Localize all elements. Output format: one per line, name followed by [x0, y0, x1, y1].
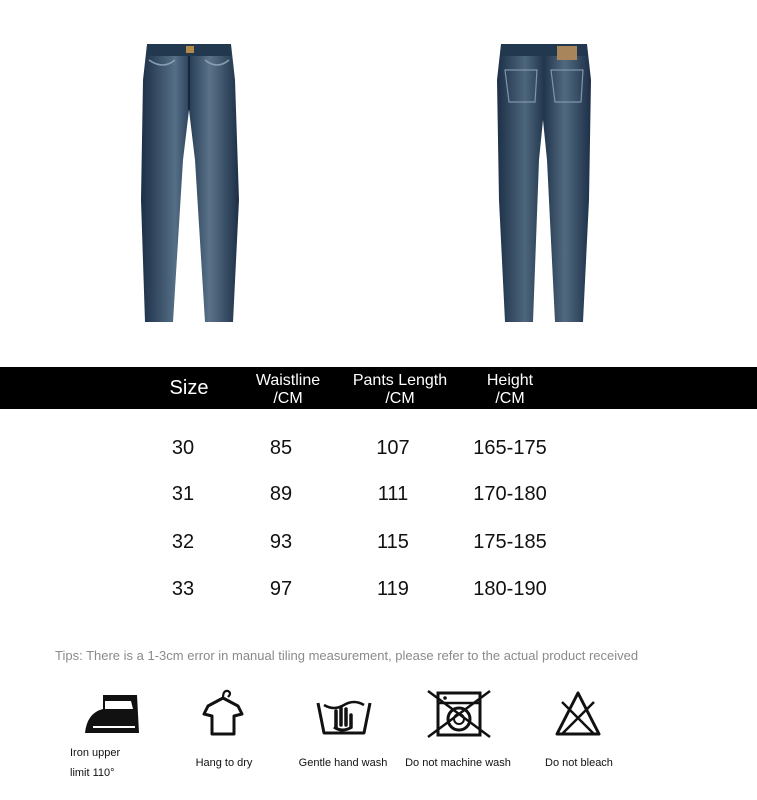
cell-waistline: 89: [269, 483, 293, 505]
cell-size: 33: [171, 578, 195, 600]
header-height: Height /CM: [486, 372, 534, 407]
hand-wash-icon: [314, 689, 374, 737]
cell-pants-length: 119: [377, 578, 409, 600]
hanger-shirt-icon: [200, 688, 246, 738]
cell-size: 31: [171, 483, 195, 505]
cell-height: 165-175: [473, 437, 547, 459]
care-label-no-bleach: Do not bleach: [545, 757, 613, 769]
care-label-no-machine-wash: Do not machine wash: [405, 757, 511, 769]
care-label-iron: Iron upper limit 110°: [70, 747, 121, 779]
jeans-back-image: [495, 40, 595, 325]
no-machine-wash-icon: [426, 689, 492, 739]
cell-size: 30: [171, 437, 195, 459]
cell-height: 175-185: [473, 531, 547, 553]
no-bleach-icon: [554, 690, 602, 738]
header-pants-length: Pants Length /CM: [352, 372, 448, 407]
cell-size: 32: [171, 531, 195, 553]
header-waistline: Waistline /CM: [255, 372, 321, 407]
care-label-hang: Hang to dry: [195, 757, 253, 769]
cell-pants-length: 115: [377, 531, 409, 553]
jeans-front-image: [135, 40, 245, 325]
cell-waistline: 85: [269, 437, 293, 459]
cell-pants-length: 111: [377, 483, 409, 505]
header-size: Size: [169, 377, 209, 399]
cell-pants-length: 107: [376, 437, 410, 459]
cell-waistline: 97: [269, 578, 293, 600]
cell-waistline: 93: [269, 531, 293, 553]
tips-text: Tips: There is a 1-3cm error in manual tiling measurement, please refer to the actual product received: [55, 648, 639, 663]
iron-icon: [83, 693, 141, 737]
cell-height: 170-180: [473, 483, 547, 505]
care-label-hand-wash: Gentle hand wash: [298, 757, 388, 769]
cell-height: 180-190: [473, 578, 547, 600]
